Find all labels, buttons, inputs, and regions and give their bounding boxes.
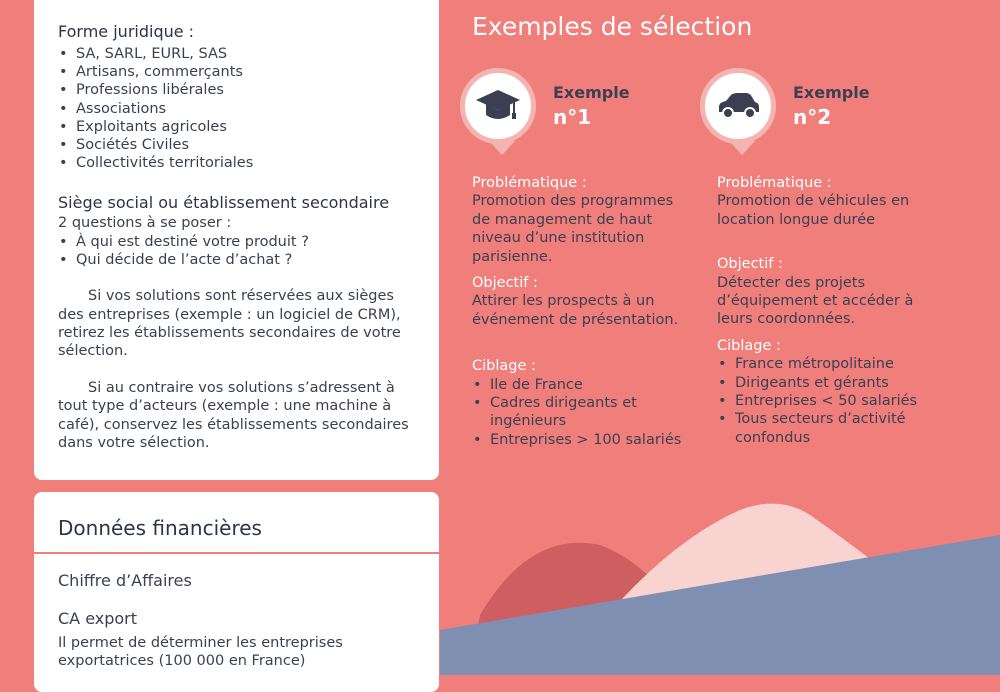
list-item: • Entreprises < 50 salariés (717, 392, 947, 410)
example-2-targeting-list (717, 355, 947, 447)
list-item: • À qui est destiné votre produit ? (58, 233, 415, 251)
example-1-problem-label: Problématique : (472, 175, 587, 191)
list-item: • Entreprises > 100 salariés (472, 431, 692, 449)
list-item: • France métropolitaine (717, 355, 947, 373)
example-1-pin (460, 68, 536, 144)
example-2-targeting-label: Ciblage : (717, 337, 781, 354)
list-item: • Tous secteurs d’activité confondus (717, 410, 925, 447)
list-item: • Cadres dirigeants et ingénieurs (472, 394, 640, 431)
list-item: • Dirigeants et gérants (717, 374, 947, 392)
example-1-word: Exemple (553, 83, 630, 102)
example-2-objective-text: Détecter des projets d’équipement et accéder à leurs coordonnées. (717, 274, 914, 328)
list-item: • Ile de France (472, 376, 692, 394)
example-2-pin (700, 68, 776, 144)
financial-data-card (34, 492, 439, 692)
forme-juridique-heading: Forme juridique : (58, 22, 195, 41)
example-2-problem-text: Promotion de véhicules en location longue durée (717, 193, 910, 228)
siege-question-list (58, 233, 415, 269)
list-item: • Professions libérales (58, 81, 415, 99)
siege-social-heading: Siège social ou établissement secondaire (58, 193, 390, 213)
car-icon (714, 82, 762, 130)
example-2-word: Exemple (793, 83, 870, 102)
graduation-cap-icon (474, 82, 522, 130)
financial-data-body (34, 554, 439, 671)
example-1-targeting-label: Ciblage : (472, 358, 536, 375)
legal-form-card (34, 0, 439, 480)
ca-export-text: Il permet de déterminer les entreprises exportatrices (100 000 en France) (58, 635, 343, 670)
list-item: • Artisans, commerçants (58, 63, 415, 81)
chiffre-affaires-heading: Chiffre d’Affaires (58, 571, 192, 590)
list-item: • SA, SARL, EURL, SAS (58, 45, 415, 63)
list-item: • Exploitants agricoles (58, 118, 415, 136)
example-2-label (793, 82, 870, 130)
forme-juridique-list (58, 45, 415, 172)
example-1-objective-label: Objectif : (472, 275, 538, 292)
siege-paragraph: Si vos solutions sont réservées aux sièges des entreprises (exemple : un logiciel de CRM), retirez les établissements secondaires de votre sélection. (58, 288, 401, 360)
example-2-number: n°2 (793, 105, 832, 129)
list-item: • Associations (58, 100, 415, 118)
example-2-objective-label: Objectif : (717, 256, 783, 273)
financial-data-title: Données financières (58, 516, 262, 540)
mountain-landscape-illustration (440, 490, 1000, 675)
example-1-number: n°1 (553, 105, 592, 129)
example-2-details (717, 174, 947, 447)
list-item: • Qui décide de l’acte d’achat ? (58, 251, 415, 269)
siege-subtitle: 2 questions à se poser : (58, 215, 232, 232)
example-2-problem-label: Problématique : (717, 175, 832, 191)
etablissement-paragraph: Si au contraire vos solutions s’adressent à tout type d’acteurs (exemple : une machine à café), conservez les établissements secondaires dans votre sélection. (58, 379, 409, 452)
example-1-problem-text: Promotion des programmes de management de haut niveau d’une institution parisienne. (472, 193, 674, 265)
example-1-objective-text: Attirer les prospects à un événement de présentation. (472, 293, 679, 328)
example-1-targeting-list (472, 376, 692, 450)
example-1-details (472, 174, 692, 449)
list-item: • Collectivités territoriales (58, 154, 415, 172)
example-1-label (553, 82, 630, 130)
ca-export-heading: CA export (58, 609, 138, 628)
list-item: • Sociétés Civiles (58, 136, 415, 154)
examples-title: Exemples de sélection (472, 12, 753, 41)
